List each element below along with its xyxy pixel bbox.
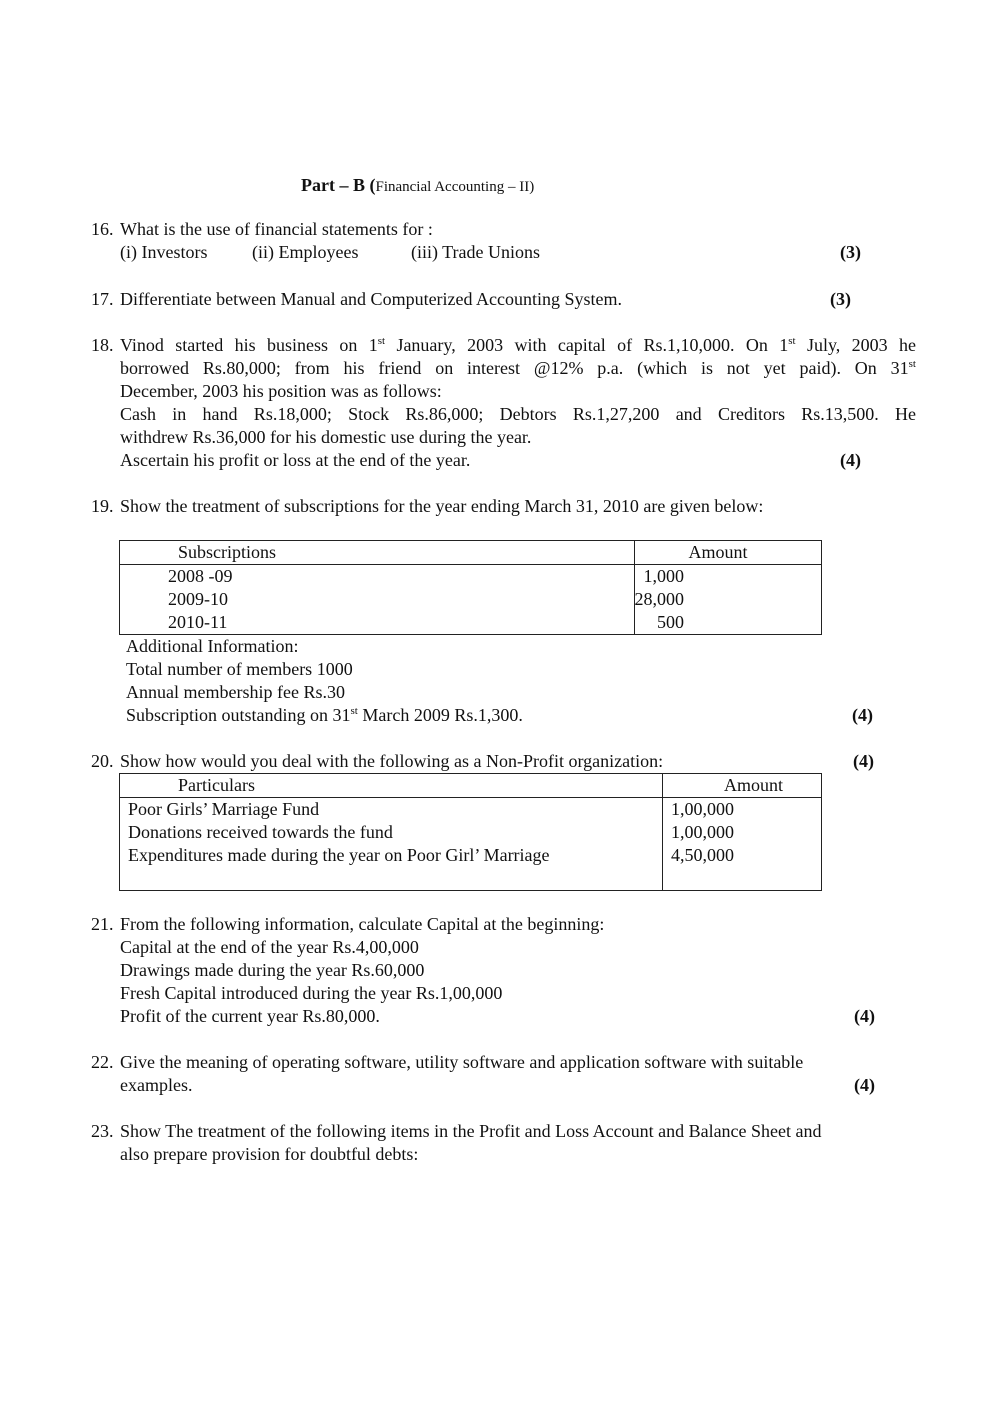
q17-number: 17. <box>91 289 114 309</box>
q19-info-heading: Additional Information: <box>126 636 299 656</box>
q23-line-1: Show The treatment of the following items in the Profit and Loss Account and Balance Sheet and <box>120 1121 822 1141</box>
q18-line-5: withdrew Rs.36,000 for his domestic use during the year. <box>120 427 532 447</box>
section-title-bold: Part – B ( <box>301 175 376 195</box>
subscriptions-table <box>119 540 822 635</box>
q21-item: Capital at the end of the year Rs.4,00,000 <box>120 937 419 957</box>
q21-number: 21. <box>91 914 114 934</box>
table-row-empty <box>120 867 822 891</box>
q20-number: 20. <box>91 751 114 771</box>
q19-info-line: Annual membership fee Rs.30 <box>126 682 345 702</box>
q16-text: What is the use of financial statements for : <box>120 219 433 239</box>
q21-item: Fresh Capital introduced during the year Rs.1,00,000 <box>120 983 503 1003</box>
q18-line-2: borrowed Rs.80,000; from his friend on interest @12% p.a. (which is not yet paid). On 31st <box>120 358 916 378</box>
table-cell: Poor Girls’ Marriage Fund <box>120 798 663 822</box>
q21-item: Drawings made during the year Rs.60,000 <box>120 960 425 980</box>
q19-info-line: Total number of members 1000 <box>126 659 353 679</box>
table-row <box>120 565 822 589</box>
table-cell: 1,00,000 <box>663 821 822 844</box>
table-row <box>120 611 822 635</box>
table-cell: 1,000 <box>634 565 822 589</box>
table-row <box>120 821 822 844</box>
section-title-subtitle: Financial Accounting – II) <box>375 179 535 195</box>
table-cell: 2008 -09 <box>120 565 635 589</box>
q18-line-1: Vinod started his business on 1st January, 2003 with capital of Rs.1,10,000. On 1st July, 2003 he <box>120 335 917 355</box>
table-row <box>120 844 822 867</box>
table-cell: 1,00,000 <box>663 798 822 822</box>
table-header: Amount <box>634 541 822 565</box>
q23-number: 23. <box>91 1121 114 1141</box>
q18-number: 18. <box>91 335 114 355</box>
q23-line-2: also prepare provision for doubtful debts: <box>120 1144 419 1164</box>
q21-text: From the following information, calculate Capital at the beginning: <box>120 914 605 934</box>
q17-text: Differentiate between Manual and Computerized Accounting System. <box>120 289 623 309</box>
q21-marks: (4) <box>854 1006 875 1026</box>
q16-option-3: (iii) Trade Unions <box>411 242 541 262</box>
table-cell: 2009-10 <box>120 588 635 611</box>
q19-text: Show the treatment of subscriptions for the year ending March 31, 2010 are given below: <box>120 496 764 516</box>
section-title <box>301 173 534 199</box>
q21-item: Profit of the current year Rs.80,000. <box>120 1006 380 1026</box>
table-cell: 500 <box>634 611 822 635</box>
fund-table <box>119 773 822 891</box>
table-header: Particulars <box>120 774 663 798</box>
table-cell: Donations received towards the fund <box>120 821 663 844</box>
q16-number: 16. <box>91 219 114 239</box>
q16-option-2: (ii) Employees <box>252 242 359 262</box>
q22-line-1: Give the meaning of operating software, utility software and application software with suitable <box>120 1052 804 1072</box>
q20-marks: (4) <box>853 751 874 771</box>
q19-marks: (4) <box>852 705 873 725</box>
q18-marks: (4) <box>840 450 861 470</box>
table-cell: 2010-11 <box>120 611 635 635</box>
q17-marks: (3) <box>830 289 851 309</box>
table-row <box>120 588 822 611</box>
q18-line-3: December, 2003 his position was as follows: <box>120 381 442 401</box>
table-row <box>120 798 822 822</box>
q20-text: Show how would you deal with the following as a Non-Profit organization: <box>120 751 664 771</box>
q16-marks: (3) <box>840 242 861 262</box>
table-cell: 4,50,000 <box>663 844 822 867</box>
table-header-row <box>120 541 822 565</box>
q22-line-2: examples. <box>120 1075 193 1095</box>
table-header: Amount <box>663 774 822 798</box>
q18-line-6: Ascertain his profit or loss at the end of the year. <box>120 450 471 470</box>
q22-number: 22. <box>91 1052 114 1072</box>
table-cell: Expenditures made during the year on Poor Girl’ Marriage <box>120 844 663 867</box>
q19-info-line: Subscription outstanding on 31st March 2009 Rs.1,300. <box>126 705 523 725</box>
q19-number: 19. <box>91 496 114 516</box>
table-header-row <box>120 774 822 798</box>
q18-line-4: Cash in hand Rs.18,000; Stock Rs.86,000; Debtors Rs.1,27,200 and Creditors Rs.13,500. He <box>120 404 916 424</box>
table-header: Subscriptions <box>120 541 635 565</box>
q16-option-1: (i) Investors <box>120 242 208 262</box>
q22-marks: (4) <box>854 1075 875 1095</box>
table-cell: 28,000 <box>634 588 822 611</box>
